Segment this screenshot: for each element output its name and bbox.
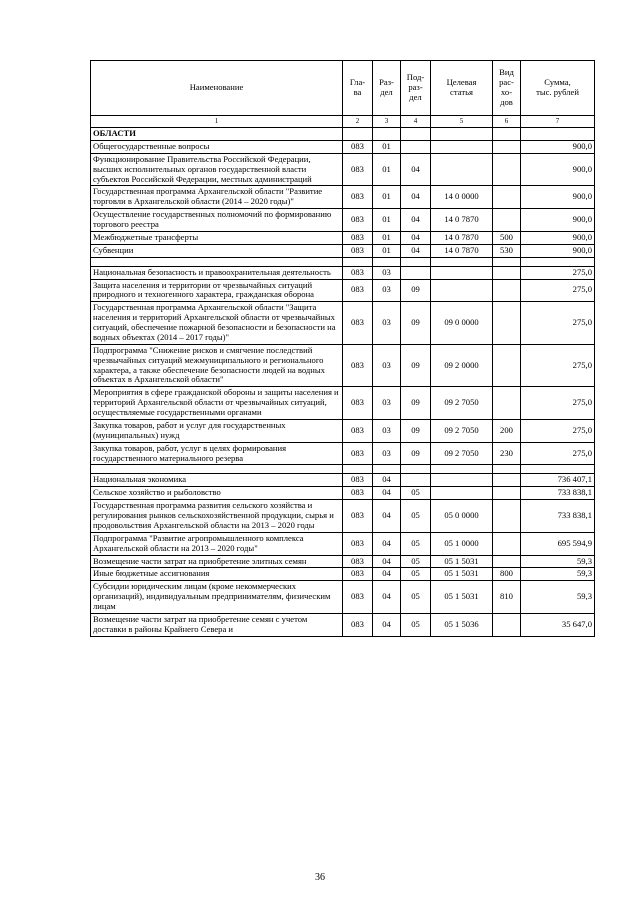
- table-row: [91, 279, 595, 302]
- empty-cell: [431, 128, 493, 141]
- row-podrazdel: 05: [401, 487, 431, 500]
- empty-cell: [493, 257, 521, 266]
- row-podrazdel: 04: [401, 209, 431, 232]
- table-row: [91, 244, 595, 257]
- column-number: 5: [431, 116, 493, 128]
- row-podrazdel: 04: [401, 244, 431, 257]
- row-celevaya: 05 1 0000: [431, 532, 493, 555]
- row-vid: [493, 532, 521, 555]
- row-celevaya: 09 2 7050: [431, 442, 493, 465]
- row-glava: 083: [343, 487, 373, 500]
- empty-cell: [431, 257, 493, 266]
- empty-cell: [401, 128, 431, 141]
- row-celevaya: 05 0 0000: [431, 500, 493, 533]
- row-summa: 900,0: [521, 153, 595, 186]
- column-number: 3: [373, 116, 401, 128]
- row-celevaya: 09 2 0000: [431, 344, 493, 387]
- empty-cell: [91, 257, 343, 266]
- table-row: [91, 419, 595, 442]
- row-podrazdel: 05: [401, 500, 431, 533]
- row-podrazdel: 05: [401, 613, 431, 636]
- row-vid: [493, 302, 521, 345]
- row-vid: [493, 344, 521, 387]
- row-glava: 083: [343, 532, 373, 555]
- header-summa: Сумма, тыс. рублей: [521, 61, 595, 116]
- table-row: [91, 487, 595, 500]
- header-name: Наименование: [91, 61, 343, 116]
- column-number: 1: [91, 116, 343, 128]
- row-name: Функционирование Правительства Российской Федерации, высших исполнительных органов государственной власти субъектов Российской Федерации, местных администраций: [91, 153, 343, 186]
- row-razdel: 03: [373, 387, 401, 420]
- row-razdel: 03: [373, 344, 401, 387]
- header-razdel: Раз- дел: [373, 61, 401, 116]
- row-glava: 083: [343, 153, 373, 186]
- row-vid: [493, 266, 521, 279]
- empty-cell: [343, 465, 373, 474]
- row-glava: 083: [343, 442, 373, 465]
- row-celevaya: [431, 279, 493, 302]
- empty-cell: [373, 128, 401, 141]
- row-celevaya: [431, 487, 493, 500]
- row-glava: 083: [343, 140, 373, 153]
- row-razdel: 03: [373, 442, 401, 465]
- row-vid: [493, 186, 521, 209]
- empty-cell: [91, 465, 343, 474]
- row-razdel: 04: [373, 474, 401, 487]
- row-podrazdel: 09: [401, 419, 431, 442]
- row-glava: 083: [343, 231, 373, 244]
- row-name: Межбюджетные трансферты: [91, 231, 343, 244]
- blank-row: [91, 257, 595, 266]
- table-row: [91, 140, 595, 153]
- row-name: Возмещение части затрат на приобретение элитных семян: [91, 555, 343, 568]
- table-row: [91, 209, 595, 232]
- row-vid: [493, 474, 521, 487]
- row-podrazdel: 05: [401, 555, 431, 568]
- row-vid: [493, 387, 521, 420]
- row-name: Возмещение части затрат на приобретение семян с учетом доставки в районы Крайнего Севера и: [91, 613, 343, 636]
- row-summa: 900,0: [521, 244, 595, 257]
- table-row: [91, 442, 595, 465]
- row-podrazdel: 04: [401, 153, 431, 186]
- row-podrazdel: 09: [401, 279, 431, 302]
- row-podrazdel: 05: [401, 581, 431, 614]
- row-razdel: 04: [373, 487, 401, 500]
- table-row: [91, 231, 595, 244]
- row-name: Национальная безопасность и правоохранительная деятельность: [91, 266, 343, 279]
- row-glava: 083: [343, 500, 373, 533]
- row-podrazdel: [401, 474, 431, 487]
- row-razdel: 03: [373, 266, 401, 279]
- row-name: Субвенции: [91, 244, 343, 257]
- empty-cell: [343, 128, 373, 141]
- row-summa: 275,0: [521, 279, 595, 302]
- row-summa: 59,3: [521, 555, 595, 568]
- empty-cell: [521, 257, 595, 266]
- row-vid: 500: [493, 231, 521, 244]
- row-celevaya: 09 2 7050: [431, 387, 493, 420]
- row-podrazdel: [401, 140, 431, 153]
- row-name: Национальная экономика: [91, 474, 343, 487]
- row-vid: [493, 500, 521, 533]
- row-name: Государственная программа развития сельского хозяйства и регулирования рынков сельскохозяйственной продукции, сырья и продовольствия Архангельской области на 2013 – 2020 годы: [91, 500, 343, 533]
- row-name: Сельское хозяйство и рыболовство: [91, 487, 343, 500]
- row-name: Государственная программа Архангельской области "Защита населения и территорий Архангельской области от чрезвычайных ситуаций, обеспечение пожарной безопасности и безопасности на водных объектах (2014 – 2017 годы)": [91, 302, 343, 345]
- row-celevaya: 09 2 7050: [431, 419, 493, 442]
- table-header-row: [91, 61, 595, 116]
- section-title-row: [91, 128, 595, 141]
- row-glava: 083: [343, 568, 373, 581]
- row-razdel: 04: [373, 568, 401, 581]
- row-name: Иные бюджетные ассигнования: [91, 568, 343, 581]
- row-vid: 810: [493, 581, 521, 614]
- row-summa: 59,3: [521, 581, 595, 614]
- row-name: Подпрограмма "Снижение рисков и смягчение последствий чрезвычайных ситуаций межмуниципального и регионального характера, а также обеспечение безопасности людей на водных объектах в Архангельской области": [91, 344, 343, 387]
- column-number: 4: [401, 116, 431, 128]
- row-razdel: 04: [373, 581, 401, 614]
- row-celevaya: 05 1 5031: [431, 568, 493, 581]
- row-celevaya: 14 0 7870: [431, 231, 493, 244]
- table-body: [91, 128, 595, 637]
- row-glava: 083: [343, 266, 373, 279]
- empty-cell: [401, 465, 431, 474]
- row-razdel: 03: [373, 279, 401, 302]
- row-summa: 275,0: [521, 387, 595, 420]
- row-vid: [493, 153, 521, 186]
- row-celevaya: 14 0 7870: [431, 244, 493, 257]
- row-vid: 230: [493, 442, 521, 465]
- row-razdel: 04: [373, 555, 401, 568]
- row-podrazdel: [401, 266, 431, 279]
- row-razdel: 04: [373, 532, 401, 555]
- row-glava: 083: [343, 387, 373, 420]
- row-name: Осуществление государственных полномочий по формированию торгового реестра: [91, 209, 343, 232]
- row-summa: 275,0: [521, 266, 595, 279]
- row-summa: 275,0: [521, 419, 595, 442]
- table-row: [91, 581, 595, 614]
- row-vid: 800: [493, 568, 521, 581]
- table-row: [91, 532, 595, 555]
- empty-cell: [401, 257, 431, 266]
- column-number: 2: [343, 116, 373, 128]
- empty-cell: [493, 128, 521, 141]
- row-podrazdel: 09: [401, 302, 431, 345]
- row-glava: 083: [343, 244, 373, 257]
- row-summa: 733 838,1: [521, 487, 595, 500]
- row-razdel: 01: [373, 153, 401, 186]
- row-summa: 695 594,9: [521, 532, 595, 555]
- row-celevaya: [431, 474, 493, 487]
- column-number: 7: [521, 116, 595, 128]
- row-podrazdel: 09: [401, 344, 431, 387]
- row-summa: 900,0: [521, 140, 595, 153]
- row-celevaya: [431, 140, 493, 153]
- row-celevaya: 05 1 5031: [431, 581, 493, 614]
- row-celevaya: [431, 266, 493, 279]
- table-row: [91, 613, 595, 636]
- row-razdel: 01: [373, 140, 401, 153]
- row-podrazdel: 09: [401, 442, 431, 465]
- row-celevaya: 14 0 0000: [431, 186, 493, 209]
- row-glava: 083: [343, 186, 373, 209]
- row-glava: 083: [343, 474, 373, 487]
- row-summa: 35 647,0: [521, 613, 595, 636]
- row-vid: [493, 279, 521, 302]
- row-podrazdel: 09: [401, 387, 431, 420]
- row-podrazdel: 05: [401, 532, 431, 555]
- row-name: Общегосударственные вопросы: [91, 140, 343, 153]
- row-celevaya: 05 1 5036: [431, 613, 493, 636]
- row-vid: [493, 209, 521, 232]
- empty-cell: [343, 257, 373, 266]
- header-podrazdel: Под- раз- дел: [401, 61, 431, 116]
- table-row: [91, 153, 595, 186]
- row-name: Закупка товаров, работ и услуг для государственных (муниципальных) нужд: [91, 419, 343, 442]
- row-summa: 275,0: [521, 302, 595, 345]
- row-summa: 900,0: [521, 186, 595, 209]
- row-summa: 59,3: [521, 568, 595, 581]
- row-podrazdel: 04: [401, 186, 431, 209]
- row-celevaya: 05 1 5031: [431, 555, 493, 568]
- table-row: [91, 344, 595, 387]
- row-podrazdel: 05: [401, 568, 431, 581]
- row-summa: 736 407,1: [521, 474, 595, 487]
- table-row: [91, 555, 595, 568]
- row-vid: [493, 140, 521, 153]
- row-glava: 083: [343, 279, 373, 302]
- empty-cell: [373, 465, 401, 474]
- header-celevaya: Целевая статья: [431, 61, 493, 116]
- row-summa: 733 838,1: [521, 500, 595, 533]
- table-row: [91, 568, 595, 581]
- row-podrazdel: 04: [401, 231, 431, 244]
- row-name: Подпрограмма "Развитие агропромышленного комплекса Архангельской области на 2013 – 2020 годы": [91, 532, 343, 555]
- row-vid: [493, 613, 521, 636]
- row-razdel: 04: [373, 613, 401, 636]
- section-title: ОБЛАСТИ: [91, 128, 343, 141]
- column-numbers-row: [91, 116, 595, 128]
- empty-cell: [373, 257, 401, 266]
- row-glava: 083: [343, 419, 373, 442]
- row-vid: [493, 555, 521, 568]
- empty-cell: [431, 465, 493, 474]
- row-name: Защита населения и территории от чрезвычайных ситуаций природного и техногенного характера, гражданская оборона: [91, 279, 343, 302]
- row-celevaya: [431, 153, 493, 186]
- row-name: Государственная программа Архангельской области "Развитие торговли в Архангельской области (2014 – 2020 годы)": [91, 186, 343, 209]
- empty-cell: [521, 128, 595, 141]
- table-row: [91, 474, 595, 487]
- row-vid: 200: [493, 419, 521, 442]
- row-glava: 083: [343, 302, 373, 345]
- row-razdel: 01: [373, 186, 401, 209]
- row-name: Мероприятия в сфере гражданской обороны и защиты населения и территорий Архангельской области от чрезвычайных ситуаций, осуществляемые государственными органами: [91, 387, 343, 420]
- page-number: 36: [315, 872, 325, 883]
- row-glava: 083: [343, 613, 373, 636]
- table-row: [91, 302, 595, 345]
- row-glava: 083: [343, 555, 373, 568]
- table-row: [91, 500, 595, 533]
- row-razdel: 03: [373, 302, 401, 345]
- row-celevaya: 09 0 0000: [431, 302, 493, 345]
- row-razdel: 01: [373, 209, 401, 232]
- header-vid: Вид рас- хо- дов: [493, 61, 521, 116]
- row-summa: 275,0: [521, 344, 595, 387]
- empty-cell: [493, 465, 521, 474]
- row-name: Закупка товаров, работ, услуг в целях формирования государственного материального резерва: [91, 442, 343, 465]
- row-celevaya: 14 0 7870: [431, 209, 493, 232]
- row-razdel: 03: [373, 419, 401, 442]
- table-row: [91, 387, 595, 420]
- row-summa: 900,0: [521, 209, 595, 232]
- empty-cell: [521, 465, 595, 474]
- table-row: [91, 266, 595, 279]
- row-razdel: 01: [373, 231, 401, 244]
- column-number: 6: [493, 116, 521, 128]
- row-razdel: 04: [373, 500, 401, 533]
- row-glava: 083: [343, 344, 373, 387]
- row-razdel: 01: [373, 244, 401, 257]
- row-glava: 083: [343, 581, 373, 614]
- row-summa: 900,0: [521, 231, 595, 244]
- row-glava: 083: [343, 209, 373, 232]
- table-row: [91, 186, 595, 209]
- row-vid: 530: [493, 244, 521, 257]
- blank-row: [91, 465, 595, 474]
- row-summa: 275,0: [521, 442, 595, 465]
- row-vid: [493, 487, 521, 500]
- header-glava: Гла- ва: [343, 61, 373, 116]
- budget-table: [90, 60, 595, 637]
- row-name: Субсидии юридическим лицам (кроме некоммерческих организаций), индивидуальным предпринимателям, физическим лицам: [91, 581, 343, 614]
